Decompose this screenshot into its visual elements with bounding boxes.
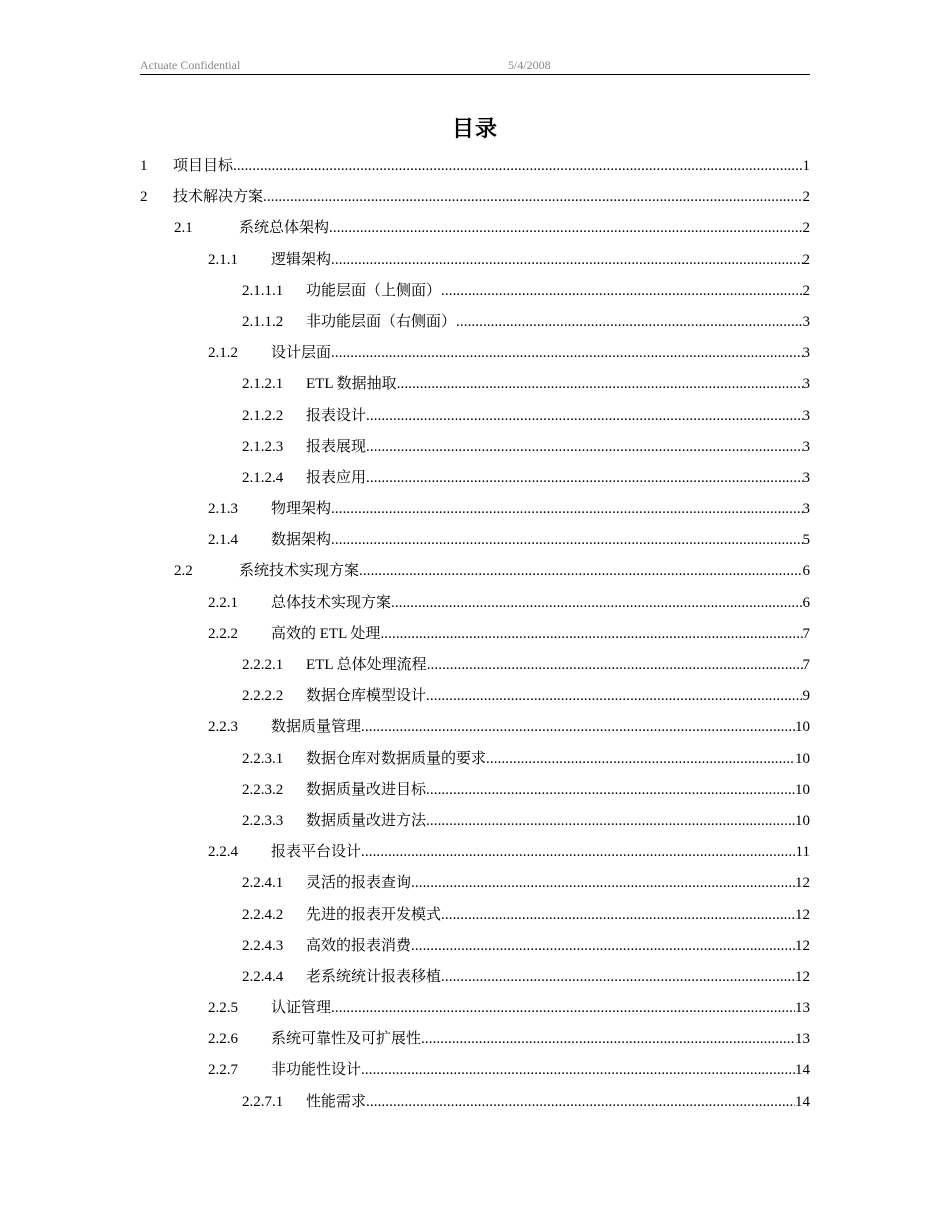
- toc-entry-page-number: 11: [795, 844, 810, 861]
- toc-entry[interactable]: [140, 307, 810, 338]
- toc-entry-number: 2.2.6: [208, 1031, 238, 1048]
- toc-dot-leader: [331, 338, 802, 369]
- toc-entry[interactable]: [140, 463, 810, 494]
- toc-entry-page-number: 14: [795, 1062, 810, 1079]
- toc-entry[interactable]: [140, 245, 810, 276]
- toc-entry-number: 2.1.3: [208, 501, 238, 518]
- toc-entry-title: 报表设计: [306, 407, 367, 424]
- toc-entry[interactable]: [140, 494, 810, 525]
- toc-dot-leader: [331, 525, 802, 556]
- toc-entry-number: 2.1.1: [208, 251, 238, 268]
- toc-entry-page-number: 6: [802, 594, 810, 611]
- toc-entry-title: 数据质量改进目标: [306, 781, 427, 798]
- toc-entry-title: 非功能性设计: [271, 1062, 362, 1079]
- toc-dot-leader: [411, 868, 795, 899]
- toc-entry[interactable]: [140, 588, 810, 619]
- toc-entry-page-number: 10: [795, 781, 810, 798]
- toc-entry-page-number: 12: [795, 875, 810, 892]
- toc-entry-page-number: 10: [795, 812, 810, 829]
- toc-entry-page-number: 6: [802, 563, 810, 580]
- toc-dot-leader: [426, 681, 802, 712]
- toc-entry-page-number: 3: [802, 376, 810, 393]
- toc-entry-title: 功能层面（上侧面）: [306, 282, 442, 299]
- toc-entry-number: 2.2.3.3: [242, 812, 284, 829]
- toc-entry[interactable]: [140, 556, 810, 587]
- toc-entry-title: 数据仓库模型设计: [306, 688, 427, 705]
- table-of-contents: [140, 151, 810, 1118]
- toc-entry-page-number: 2: [802, 282, 810, 299]
- toc-entry-number: 2.2: [174, 563, 193, 580]
- toc-entry[interactable]: [140, 900, 810, 931]
- toc-entry-page-number: 3: [802, 345, 810, 362]
- toc-entry-page-number: 1: [802, 158, 810, 174]
- toc-entry-title: 逻辑架构: [271, 251, 332, 268]
- toc-entry-title: 数据质量管理: [271, 719, 362, 736]
- toc-dot-leader: [366, 1087, 795, 1118]
- toc-entry-number: 2.1.2.4: [242, 469, 284, 486]
- toc-dot-leader: [397, 369, 803, 400]
- toc-entry[interactable]: [140, 962, 810, 993]
- toc-entry-number: 2.2.3.2: [242, 781, 284, 798]
- toc-dot-leader: [427, 650, 803, 681]
- toc-entry[interactable]: [140, 1055, 810, 1086]
- toc-dot-leader: [456, 307, 802, 338]
- toc-entry[interactable]: [140, 993, 810, 1024]
- toc-entry-title: 高效的 ETL 处理: [271, 625, 381, 642]
- toc-dot-leader: [331, 993, 795, 1024]
- header-confidential-label: Actuate Confidential: [140, 58, 241, 72]
- toc-entry[interactable]: [140, 1087, 810, 1118]
- toc-entry-title: 数据仓库对数据质量的要求: [306, 750, 487, 767]
- toc-dot-leader: [366, 463, 802, 494]
- toc-entry[interactable]: [140, 775, 810, 806]
- toc-entry-number: 2.2.7: [208, 1062, 238, 1079]
- toc-dot-leader: [486, 744, 795, 775]
- toc-dot-leader: [441, 962, 795, 993]
- toc-entry-number: 2.2.2.1: [242, 657, 284, 673]
- toc-entry-title: 技术解决方案: [173, 189, 264, 206]
- toc-entry-number: 2.1.1.2: [242, 313, 284, 330]
- toc-entry-page-number: 7: [802, 657, 810, 673]
- toc-entry-page-number: 10: [795, 719, 810, 736]
- toc-entry-page-number: 12: [795, 906, 810, 923]
- toc-entry[interactable]: [140, 276, 810, 307]
- toc-entry-number: 2.1: [174, 220, 193, 237]
- toc-entry-title: 系统总体架构: [239, 220, 330, 237]
- toc-entry-page-number: 5: [802, 532, 810, 549]
- toc-dot-leader: [361, 1055, 795, 1086]
- toc-entry-title: ETL 总体处理流程: [306, 657, 427, 673]
- toc-entry-number: 2.1.2.2: [242, 407, 284, 424]
- toc-dot-leader: [361, 837, 796, 868]
- toc-entry-page-number: 2: [802, 220, 810, 237]
- toc-entry-title: 系统可靠性及可扩展性: [271, 1031, 422, 1048]
- toc-dot-leader: [426, 806, 795, 837]
- toc-dot-leader: [361, 712, 795, 743]
- toc-entry-number: 2.1.1.1: [242, 282, 284, 299]
- toc-entry-number: 2.1.4: [208, 532, 238, 549]
- toc-entry-page-number: 3: [802, 501, 810, 518]
- toc-entry[interactable]: [140, 681, 810, 712]
- toc-entry-number: 2.2.7.1: [242, 1093, 284, 1110]
- toc-entry-title: ETL 数据抽取: [306, 376, 397, 393]
- toc-entry-number: 2.2.4.1: [242, 875, 284, 892]
- toc-dot-leader: [441, 276, 802, 307]
- toc-title: 目录: [451, 116, 498, 141]
- toc-entry-page-number: 12: [795, 968, 810, 985]
- toc-entry-title: 总体技术实现方案: [271, 594, 392, 611]
- toc-entry-title: 数据质量改进方法: [306, 812, 427, 829]
- toc-entry[interactable]: [140, 525, 810, 556]
- toc-entry-number: 2.2.1: [208, 594, 238, 611]
- toc-entry-title: 设计层面: [271, 345, 332, 362]
- toc-entry-number: 2.1.2.1: [242, 376, 284, 393]
- toc-dot-leader: [441, 900, 795, 931]
- toc-dot-leader: [331, 494, 802, 525]
- toc-entry-title: 报表平台设计: [271, 844, 362, 861]
- toc-entry-title: 报表应用: [306, 469, 367, 486]
- toc-entry[interactable]: [140, 432, 810, 463]
- toc-dot-leader: [411, 931, 795, 962]
- toc-entry-title: 数据架构: [271, 532, 332, 549]
- toc-entry[interactable]: [140, 806, 810, 837]
- toc-entry-title: 认证管理: [271, 1000, 332, 1017]
- toc-entry[interactable]: [140, 369, 810, 400]
- toc-dot-leader: [329, 213, 802, 244]
- toc-entry-number: 2: [140, 189, 148, 206]
- toc-entry-page-number: 14: [795, 1093, 810, 1110]
- toc-entry-title: 非功能层面（右侧面）: [306, 313, 457, 330]
- toc-dot-leader: [359, 556, 802, 587]
- toc-entry-page-number: 7: [802, 625, 810, 642]
- toc-entry-number: 2.2.4: [208, 844, 238, 861]
- toc-entry-page-number: 3: [802, 407, 810, 424]
- toc-entry-title: 性能需求: [306, 1093, 367, 1110]
- toc-dot-leader: [391, 588, 802, 619]
- page-header: [140, 56, 810, 75]
- toc-entry-page-number: 13: [795, 1031, 810, 1048]
- toc-dot-leader: [426, 775, 795, 806]
- toc-dot-leader: [233, 151, 802, 182]
- toc-entry-number: 2.2.4.2: [242, 906, 284, 923]
- toc-entry-page-number: 13: [795, 1000, 810, 1017]
- toc-dot-leader: [380, 619, 802, 650]
- toc-entry-page-number: 12: [795, 937, 810, 954]
- toc-entry-number: 2.2.2: [208, 625, 238, 642]
- toc-entry-page-number: 2: [802, 251, 810, 268]
- toc-entry-title: 老系统统计报表移植: [306, 968, 442, 985]
- toc-entry-page-number: 3: [802, 313, 810, 330]
- toc-entry-number: 2.2.5: [208, 1000, 238, 1017]
- toc-entry-number: 2.2.4.3: [242, 937, 284, 954]
- toc-entry[interactable]: [140, 712, 810, 743]
- toc-dot-leader: [366, 401, 802, 432]
- toc-entry-page-number: 3: [802, 469, 810, 486]
- toc-entry-number: 2.2.4.4: [242, 968, 284, 985]
- toc-entry-title: 物理架构: [271, 501, 332, 518]
- toc-entry-title: 系统技术实现方案: [239, 563, 360, 580]
- toc-entry-page-number: 9: [802, 688, 810, 705]
- toc-dot-leader: [366, 432, 802, 463]
- toc-entry[interactable]: [140, 1024, 810, 1055]
- toc-entry-page-number: 10: [795, 750, 810, 767]
- toc-entry-title: 先进的报表开发模式: [306, 906, 442, 923]
- header-date: 5/4/2008: [508, 58, 551, 72]
- toc-entry-title: 高效的报表消费: [306, 937, 412, 954]
- toc-entry-number: 2.2.3: [208, 719, 238, 736]
- toc-dot-leader: [331, 245, 802, 276]
- toc-entry-number: 1: [140, 158, 148, 174]
- toc-entry-page-number: 2: [802, 189, 810, 206]
- toc-entry-number: 2.2.2.2: [242, 688, 284, 705]
- toc-entry[interactable]: [140, 931, 810, 962]
- toc-entry-number: 2.1.2.3: [242, 438, 284, 455]
- toc-entry-title: 灵活的报表查询: [306, 875, 412, 892]
- toc-entry[interactable]: [140, 868, 810, 899]
- toc-entry-title: 项目目标: [173, 158, 234, 174]
- toc-entry[interactable]: [140, 744, 810, 775]
- toc-entry-page-number: 3: [802, 438, 810, 455]
- toc-entry-title: 报表展现: [306, 438, 367, 455]
- toc-entry-number: 2.2.3.1: [242, 750, 284, 767]
- toc-entry[interactable]: [140, 182, 810, 213]
- toc-entry[interactable]: [140, 151, 810, 182]
- toc-entry[interactable]: [140, 650, 810, 681]
- toc-entry[interactable]: [140, 213, 810, 244]
- toc-entry[interactable]: [140, 837, 810, 868]
- toc-dot-leader: [421, 1024, 795, 1055]
- toc-entry-number: 2.1.2: [208, 345, 238, 362]
- toc-entry[interactable]: [140, 338, 810, 369]
- toc-entry[interactable]: [140, 401, 810, 432]
- toc-dot-leader: [263, 182, 802, 213]
- toc-entry[interactable]: [140, 619, 810, 650]
